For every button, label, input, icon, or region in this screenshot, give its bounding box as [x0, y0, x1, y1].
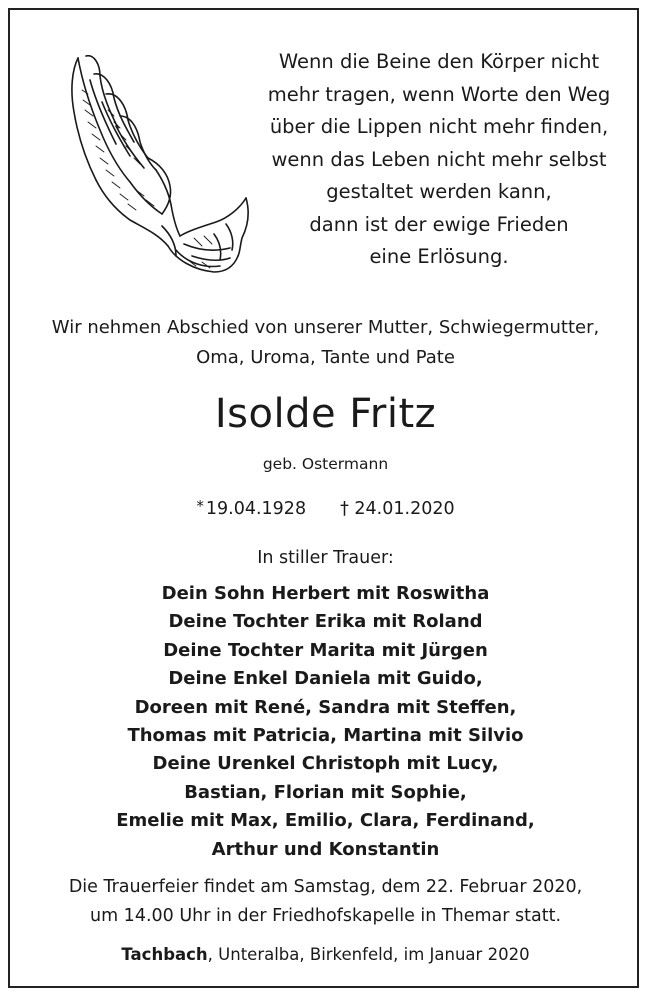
intro-line: Wir nehmen Abschied von unserer Mutter, Schwiegermutter, — [51, 317, 600, 338]
birth-date: 19.04.1928 — [205, 499, 307, 519]
poem-line: Wenn die Beine den Körper nicht — [278, 50, 600, 73]
mourning-label: In stiller Trauer: — [257, 548, 394, 568]
death-date: 24.01.2020 — [354, 499, 455, 519]
mourner-line: Deine Tochter Erika mit Roland — [168, 611, 483, 633]
mourner-line: Arthur und Konstantin — [211, 838, 440, 860]
mourner-line: Doreen mit René, Sandra mit Steffen, — [134, 696, 517, 718]
poem-line: dann ist der ewige Frieden — [309, 212, 569, 236]
place-and-date — [0, 942, 651, 968]
poem-line: über die Lippen nicht mehr finden, — [269, 115, 609, 138]
poem — [258, 46, 620, 274]
mourner-line: Emelie mit Max, Emilio, Clara, Ferdinand, — [116, 810, 535, 832]
mourner-line: Deine Enkel Daniela mit Guido, — [168, 668, 483, 690]
funeral-line: um 14.00 Uhr in der Friedhofskapelle in Themar statt. — [89, 906, 562, 926]
death-symbol: † — [340, 499, 349, 519]
place-rest: , Unteralba, Birkenfeld, im Januar 2020 — [207, 945, 530, 964]
poem-line: gestaltet werden kann, — [326, 180, 552, 203]
deceased-name: Isolde Fritz — [214, 391, 437, 437]
mourner-line: Deine Urenkel Christoph mit Lucy, — [152, 753, 499, 775]
poem-line: wenn das Leben nicht mehr selbst — [271, 147, 607, 171]
poem-line: mehr tragen, wenn Worte den Weg — [267, 82, 611, 106]
birth-symbol: * — [196, 497, 204, 515]
life-dates — [0, 492, 651, 523]
mourner-line: Thomas mit Patricia, Martina mit Silvio — [127, 725, 524, 747]
mourner-line: Dein Sohn Herbert mit Roswitha — [161, 583, 490, 604]
mourner-line: Deine Tochter Marita mit Jürgen — [163, 639, 488, 661]
poem-line: eine Erlösung. — [369, 245, 509, 268]
mourners-list — [0, 580, 651, 864]
praying-hands-icon — [64, 50, 250, 275]
funeral-line: Die Trauerfeier findet am Samstag, dem 22. Februar 2020, — [68, 877, 583, 897]
mourner-line: Bastian, Florian mit Sophie, — [184, 781, 467, 803]
place-bold: Tachbach — [121, 945, 208, 964]
farewell-intro — [0, 313, 651, 373]
funeral-notice — [0, 873, 651, 931]
birth-name: geb. Ostermann — [262, 455, 389, 473]
intro-line: Oma, Uroma, Tante und Pate — [196, 347, 455, 368]
